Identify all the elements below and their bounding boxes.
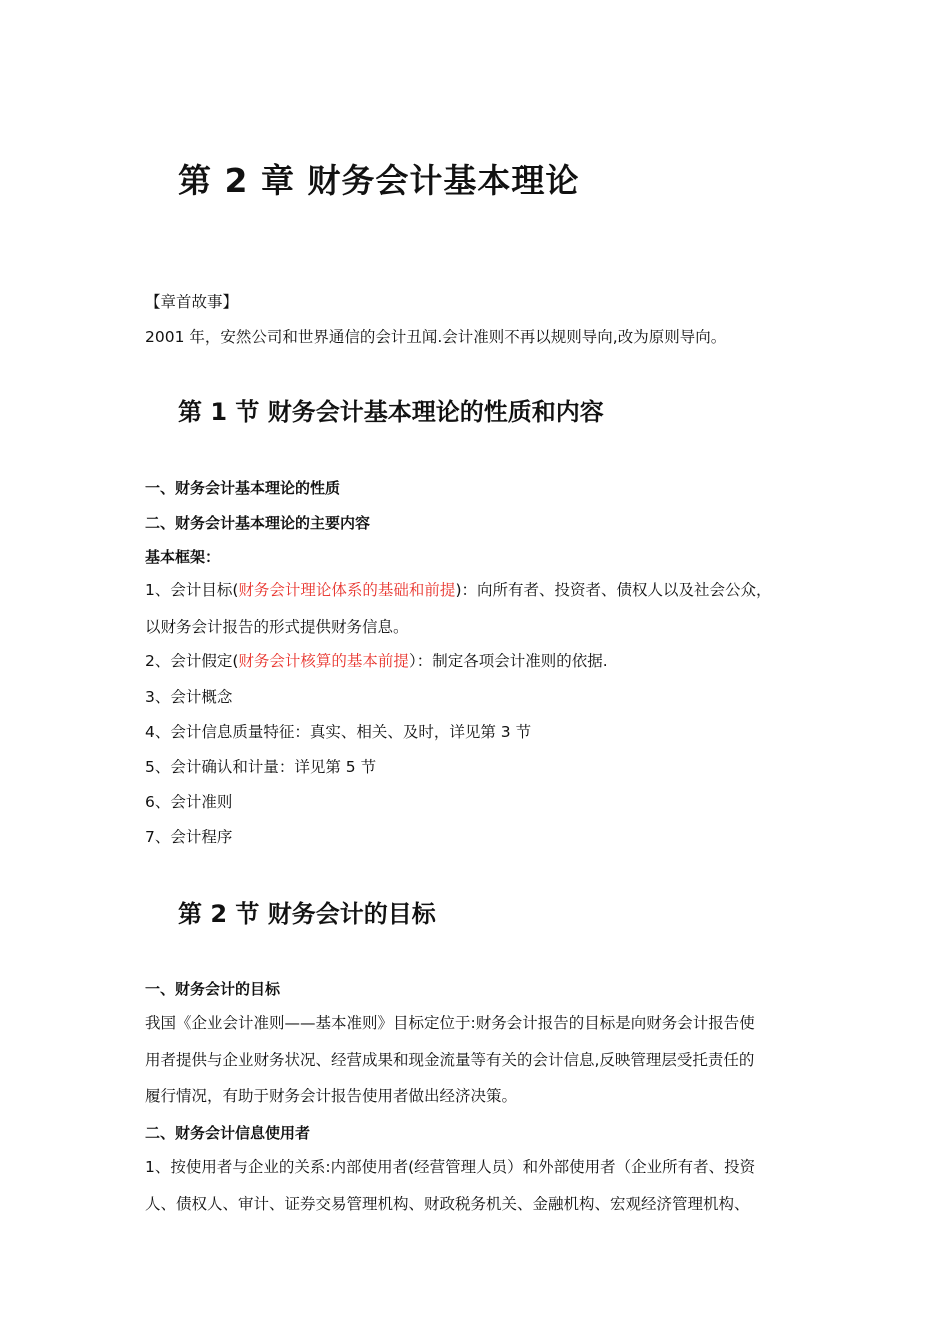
item-1-suffix: )：向所有者、投资者、债权人以及社会公众， (455, 581, 772, 599)
section-2-title: 第 2 节 财务会计的目标 (178, 900, 436, 928)
section-2-subheading-goal: 一、财务会计的目标 (145, 980, 281, 998)
item-2-suffix: ）：制定各项会计准则的依据. (408, 652, 608, 670)
users-line-2: 人、债权人、审计、证券交易管理机构、财政税务机关、金融机构、宏观经济管理机构、 (145, 1195, 750, 1213)
section-1-title: 第 1 节 财务会计基本理论的性质和内容 (178, 398, 604, 426)
users-line-1: 1、按使用者与企业的关系:内部使用者(经营管理人员）和外部使用者（企业所有者、投资 (145, 1158, 756, 1176)
item-1-prefix: 1、会计目标( (145, 581, 239, 599)
item-1-highlight: 财务会计理论体系的基础和前提 (238, 581, 456, 599)
framework-item-1 (145, 580, 772, 600)
framework-item-3: 3、会计概念 (145, 688, 233, 706)
section-2-subheading-users: 二、财务会计信息使用者 (145, 1124, 311, 1142)
framework-item-1-continuation: 以财务会计报告的形式提供财务信息。 (145, 618, 409, 636)
chapter-title: 第 2 章 财务会计基本理论 (178, 161, 580, 200)
framework-item-6: 6、会计准则 (145, 793, 233, 811)
framework-label: 基本框架： (145, 548, 221, 566)
goal-paragraph-line-3: 履行情况，有助于财务会计报告使用者做出经济决策。 (145, 1087, 518, 1105)
goal-paragraph-line-1: 我国《企业会计准则——基本准则》目标定位于:财务会计报告的目标是向财务会计报告使 (145, 1014, 755, 1032)
item-2-highlight: 财务会计核算的基本前提 (238, 652, 409, 670)
story-text: 2001 年，安然公司和世界通信的会计丑闻.会计准则不再以规则导向,改为原则导向。 (145, 328, 727, 346)
framework-item-7: 7、会计程序 (145, 828, 233, 846)
framework-item-4: 4、会计信息质量特征：真实、相关、及时，详见第 3 节 (145, 723, 532, 741)
item-2-prefix: 2、会计假定( (145, 652, 239, 670)
goal-paragraph-line-2: 用者提供与企业财务状况、经营成果和现金流量等有关的会计信息,反映管理层受托责任的 (145, 1051, 755, 1069)
framework-item-5: 5、会计确认和计量：详见第 5 节 (145, 758, 377, 776)
section-1-subheading-nature: 一、财务会计基本理论的性质 (145, 479, 341, 497)
framework-item-2 (145, 651, 608, 671)
story-heading: 【章首故事】 (145, 293, 239, 311)
section-1-subheading-content: 二、财务会计基本理论的主要内容 (145, 514, 371, 532)
